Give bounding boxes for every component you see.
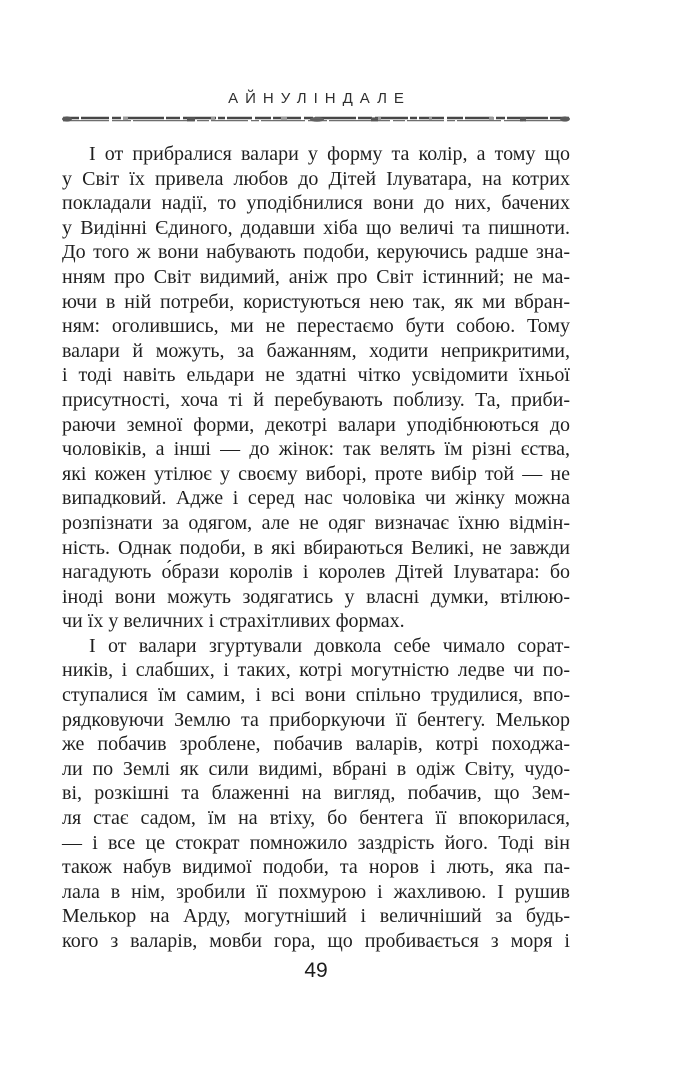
text-line: До того ж вони набувають подоби, керуючись радше зна- — [62, 241, 570, 264]
text-line: чоловіків, а інші — до жінок: так велять їм різні єства, — [62, 438, 570, 461]
text-line: ників, і слабших, і таких, котрі могутністю ледве чи по- — [62, 659, 570, 682]
text-line: випадковий. Адже і серед нас чоловіка чи жінку можна — [62, 487, 570, 510]
text-line: ві, розкішні та блаженні на вигляд, побачив, що Зем- — [62, 782, 570, 805]
text-line: ючи в ній потреби, користуються нею так, як ми вбран- — [62, 290, 570, 313]
text-line: присутності, хоча ті й перебувають поблизу. Та, приби- — [62, 388, 570, 411]
text-line: І от валари згуртували довкола себе чимало сорат- — [89, 634, 570, 657]
decorative-rule — [62, 112, 570, 122]
text-line: Мелькор на Арду, могутніший і величніший за будь- — [62, 905, 570, 928]
text-line: іноді вони можуть зодягатись у власні думки, втілюю- — [62, 585, 570, 608]
page-number: 49 — [304, 959, 328, 982]
text-line: які кожен утілює у своєму виборі, проте вибір той — не — [62, 462, 570, 485]
text-line: ли по Землі як сили видимі, вбрані в одіж Світу, чудо- — [62, 757, 570, 780]
chapter-running-head: АЙНУЛІНДАЛЕ — [228, 90, 411, 107]
text-line: у Видінні Єдиного, додавши хіба що величі та пишноти. — [62, 216, 570, 239]
text-line: ступалися їм самим, і всі вони спільно трудилися, впо- — [62, 684, 570, 707]
text-line: також набув видимої подоби, та норов і лють, яка па- — [62, 856, 570, 879]
text-line: валари й можуть, за бажанням, ходити неприкритими, — [62, 339, 570, 362]
text-line: у Світ їх привела любов до Дітей Ілуватара, на котрих — [62, 167, 570, 190]
decorative-rule-art — [62, 115, 570, 125]
text-line: чи їх у величних і страхітливих формах. — [62, 610, 405, 633]
text-line: ля стає садом, їм на втіху, бо бентега її впокорилася, — [62, 807, 570, 830]
text-line: і тоді навіть ельдари не здатні чітко усвідомити їхньої — [62, 364, 570, 387]
text-line: кого з валарів, мовби гора, що пробивається з моря і — [62, 930, 570, 952]
text-line: ням: оголившись, ми не перестаємо бути собою. Тому — [62, 315, 570, 338]
text-line: же побачив зроблене, побачив валарів, котрі походжа- — [62, 733, 570, 756]
text-line: нням про Світ видимий, аніж про Світ істинний; не ма- — [62, 265, 570, 288]
text-line: І от прибралися валари у форму та колір, а тому що — [89, 143, 570, 165]
text-line: нагадують о́брази королів і королев Дітей Ілуватара: бо — [62, 561, 570, 584]
text-line: ність. Однак подоби, в які вбираються Великі, не завжди — [62, 536, 570, 559]
text-line: покладали надії, то уподібнилися вони до них, бачених — [62, 192, 570, 215]
text-line: — і все це стократ помножило заздрість його. Тоді він — [62, 831, 570, 854]
text-line: рядковуючи Землю та приборкуючи її бентегу. Мелькор — [62, 708, 570, 731]
text-line: лала в нім, зробили її похмурою і жахливою. І рушив — [62, 880, 570, 903]
body-text-block — [62, 142, 570, 954]
text-line: розпізнати за одягом, але не одяг визначає їхню відмін- — [62, 511, 570, 534]
text-line: раючи земної форми, декотрі валари уподібнюються до — [62, 413, 570, 436]
